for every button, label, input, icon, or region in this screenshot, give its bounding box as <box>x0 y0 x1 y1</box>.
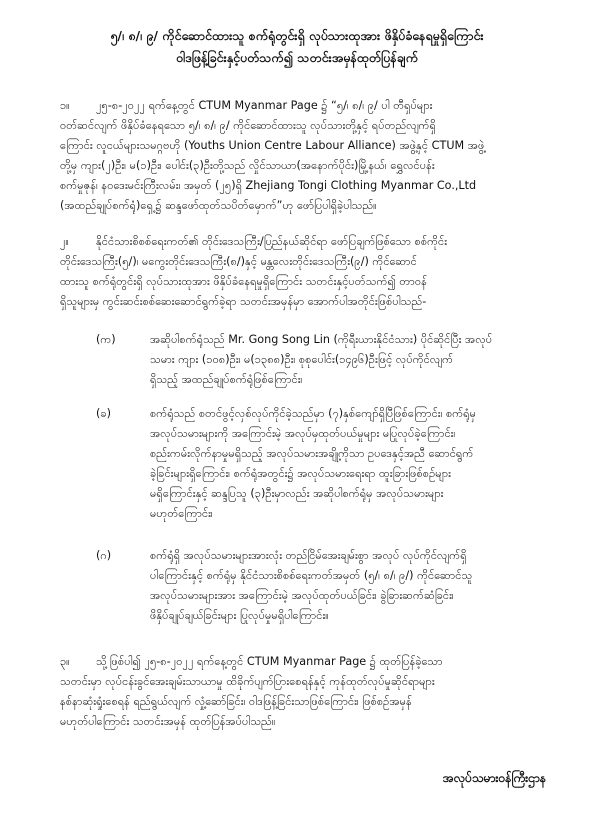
paragraph-1-line: စက်မှုဇုန်၊ နဝဒေးမင်းကြီးလမ်း၊ အမှတ် (၂၅)ရှိ Zhejiang Tongi Clothing Myanmar Co.,Ltd <box>60 179 477 192</box>
statement-title-line-1: ၅/၊ ၈/၊ ၉/ ကိုင်ဆောင်ထားသူ စက်ရုံတွင်းရှိ လုပ်သားထုအား ဖိနှိပ်ခံနေရမှုရှိကြောင်း <box>110 28 484 43</box>
paragraph-2-line: ထားသူ စက်ရုံတွင်းရှိ လုပ်သားထုအား ဖိနှိပ်ခံနေရမှုရှိကြောင်း သတင်းနှင့်ပတ်သက်၍ တာဝန် <box>60 275 427 288</box>
item-line: စည်းကမ်းလိုက်နာမှုမရှိသည့် အလုပ်သမားအချို့ကိုသာ ဥပဒေနှင့်အညီ ဆောင်ရွက် <box>150 447 474 460</box>
paragraph-3-line: မဟုတ်ပါကြောင်း သတင်းအမှန် ထုတ်ပြန်အပ်ပါသည်။ <box>60 715 276 728</box>
paragraph-1 <box>60 96 554 216</box>
item-line: မရှိကြောင်းနှင့် ဆန္ဒပြသူ (၃)ဦးမှာလည်း အဆိုပါစက်ရုံမှ အလုပ်သမားများ <box>150 487 444 500</box>
item-kha-number: (ခ) <box>96 407 112 420</box>
signature-ministry: အလုပ်သမားဝန်ကြီးဌာန <box>442 771 546 785</box>
item-ga-number: (ဂ) <box>96 549 112 562</box>
paragraph-1-line: ၂၅-၈-၂၀၂၂ ရက်နေ့တွင် CTUM Myanmar Page ၌ “၅/၊ ၈/၊ ၉/ ပါ တီရှပ်များ <box>96 99 433 112</box>
paragraph-1-line: တို့မှ ကျား(၂)ဦး၊ မ(၁)ဦး၊ ပေါင်း(၃)ဦးတို့သည် လှိုင်သာယာ(အနောက်ပိုင်း)မြို့နယ်၊ ရွှေလင်ပန်း <box>60 159 435 172</box>
paragraph-2-line: တိုင်းဒေသကြီး(၅/)၊ မကွေးတိုင်းဒေသကြီး(၈/)နှင့် မန္တလေးတိုင်းဒေသကြီး(၉/) ကိုင်ဆောင် <box>60 255 417 268</box>
paragraph-3-line: နစ်နာဆုံးရှုံးစေရန် ရည်ရွယ်လျက် လှုံ့ဆော်ခြင်း၊ ဝါဒဖြန့်ခြင်းသာဖြစ်ကြောင်း၊ ဖြစ်စဉ်အမှန် <box>60 695 412 708</box>
paragraph-2-line: ရှိသူများမှ ကွင်းဆင်းစစ်ဆေးဆောင်ရွက်ခဲ့ရာ သတင်းအမှန်မှာ အောက်ပါအတိုင်းဖြစ်ပါသည်- <box>60 295 427 308</box>
item-line: အလုပ်သမားများကို အကြောင်းမဲ့ အလုပ်မှထုတ်ပယ်မှုများ မပြုလုပ်ခဲ့ကြောင်း၊ <box>150 427 456 440</box>
paragraph-1-number: ၁။ <box>60 99 70 112</box>
paragraph-1-line: ဝတ်ဆင်လျက် ဖိနှိပ်ခံနေရသော ၅/၊ ၈/၊ ၉/ ကိုင်ဆောင်ထားသူ လုပ်သားတို့နှင့် ရပ်တည်လျက်ရှိ <box>60 119 436 132</box>
item-line: ခဲ့ခြင်းများရှိကြောင်း၊ စက်ရုံအတွင်း၌ အလုပ်သမားရေးရာ ထူးခြားဖြစ်စဉ်များ <box>150 467 451 480</box>
item-line: သမား ကျား (၁၀၈)ဦး၊ မ(၁၃၈၈)ဦး၊ စုစုပေါင်း(၁၄၉၆)ဦးဖြင့် လုပ်ကိုင်လျက် <box>150 353 454 366</box>
item-kha <box>150 404 554 524</box>
item-ka-number: (က) <box>96 333 116 346</box>
paragraph-3-line: သို့ဖြစ်ပါ၍ ၂၅-၈-၂၀၂၂ ရက်နေ့တွင် CTUM Myanmar Page ၌ ထုတ်ပြန်ခဲ့သော <box>96 655 443 668</box>
item-line: အလုပ်သမားများအား အကြောင်းမဲ့ အလုပ်ထုတ်ပယ်ခြင်း၊ ခွဲခြားဆက်ဆံခြင်း၊ <box>150 589 454 602</box>
item-line: အဆိုပါစက်ရုံသည် Mr. Gong Song Lin (ကိုရီးယားနိုင်ငံသား) ပိုင်ဆိုင်ပြီး အလုပ် <box>150 333 493 346</box>
item-ga <box>150 546 554 626</box>
item-line: ရှိသည့် အထည်ချုပ်စက်ရုံဖြစ်ကြောင်း၊ <box>150 373 303 386</box>
paragraph-1-line: ကြောင်း လူငယ်များသမဂ္ဂဗဟို (Youths Union Centre Labour Alliance) အဖွဲ့နှင့် CTUM အဖွဲ့ <box>60 139 485 152</box>
paragraph-2 <box>60 232 554 312</box>
item-line: ဖိနှိပ်ချုပ်ချယ်ခြင်းများ ပြုလုပ်မှုမရှိပါကြောင်း။ <box>150 609 329 622</box>
item-line: စက်ရုံသည် စတင်ဖွင့်လှစ်လုပ်ကိုင်ခဲ့သည်မှာ (၇)နှစ်ကျော်ရှိပြီဖြစ်ကြောင်း၊ စက်ရုံမှ <box>150 407 477 420</box>
item-line: မဟုတ်ကြောင်း၊ <box>150 507 213 520</box>
paragraph-3 <box>60 652 554 732</box>
paragraph-2-number: ၂။ <box>60 235 69 248</box>
statement-title-line-2: ဝါဒဖြန့်ခြင်းနှင့်ပတ်သက်၍ သတင်းအမှန်ထုတ်ပြန်ချက် <box>176 50 418 65</box>
item-line: ပါကြောင်းနှင့် စက်ရုံမှ နိုင်ငံသားစိစစ်ရေးကတ်အမှတ် (၅/၊ ၈/၊ ၉/) ကိုင်ဆောင်သူ <box>150 569 473 582</box>
paragraph-3-number: ၃။ <box>60 655 70 668</box>
paragraph-1-line: (အထည်ချုပ်စက်ရုံ)ရှေ့၌ ဆန္ဒဖော်ထုတ်သပိတ်မှောက်”ဟု ဖော်ပြပါရှိခဲ့ပါသည်။ <box>60 199 377 212</box>
item-ka <box>150 330 554 390</box>
item-line: စက်ရုံရှိ အလုပ်သမားများအားလုံး တည်ငြိမ်အေးချမ်းစွာ အလုပ် လုပ်ကိုင်လျက်ရှိ <box>150 549 467 562</box>
paragraph-3-line: သတင်းမှာ လုပ်ငန်းခွင်အေးချမ်းသာယာမှု ထိခိုက်ပျက်ပြားစေရန်နှင့် ကုန်ထုတ်လုပ်မှုဆိုင်ရာများ <box>60 675 435 688</box>
paragraph-2-line: နိုင်ငံသားစိစစ်ရေးကတ်၏ တိုင်းဒေသကြီး/ပြည်နယ်ဆိုင်ရာ ဖော်ပြချက်ဖြစ်သော စစ်ကိုင်း <box>96 235 448 248</box>
